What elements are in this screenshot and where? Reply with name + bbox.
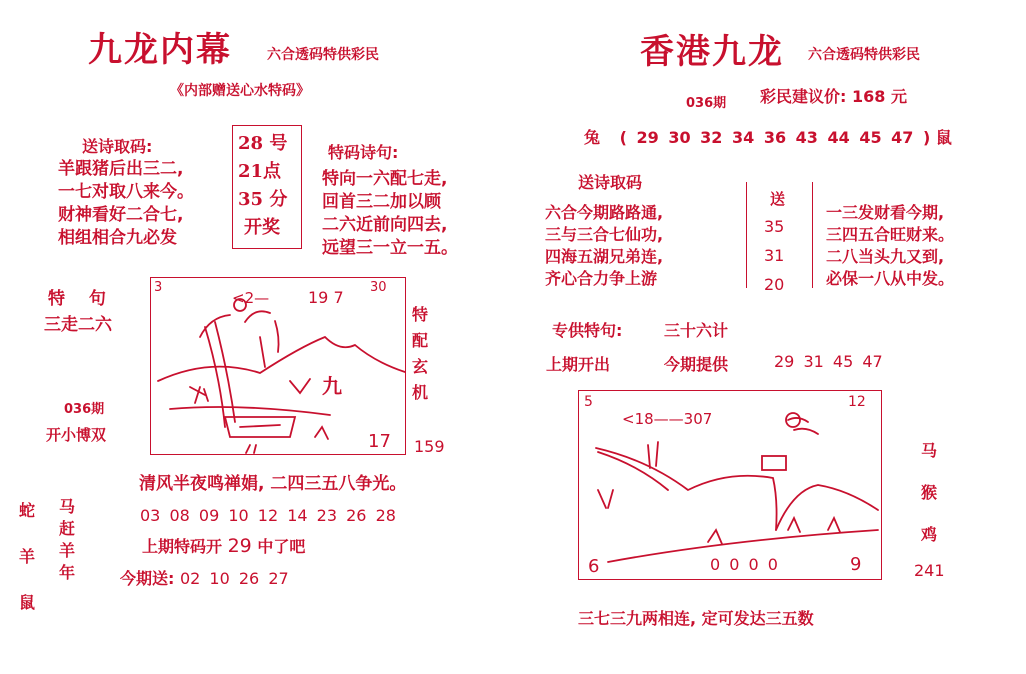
house-sketch (762, 456, 786, 470)
poem-line: 相组相合九必发 (58, 228, 177, 248)
right-poem-header: 送诗取码 (578, 173, 643, 192)
send-number: 31 (764, 246, 785, 265)
zodiac-col-1 (18, 488, 36, 626)
special-phrase-label: 特 句 (48, 289, 106, 309)
right-sketch (578, 390, 882, 580)
mark-char: 九 (322, 374, 342, 398)
special-value: 三十六计 (664, 321, 729, 340)
zodiac-char: 年 (58, 563, 75, 582)
special-label: 专供特句: (552, 321, 623, 340)
divider (746, 182, 747, 288)
left-issue: 036期 (64, 402, 105, 417)
side-vertical: 特配玄机 (411, 305, 428, 402)
ground-line (170, 407, 330, 415)
grass (290, 379, 310, 393)
poem-line: 必保一八从中发。 (826, 269, 955, 288)
today-send (120, 566, 289, 589)
poem-line: 三与三合七仙功, (545, 225, 664, 244)
poem-line: 一三发财看今期, (826, 203, 945, 222)
poem-line: 回首三二加以顾 (322, 192, 441, 212)
last-special-prefix: 上期特码开 (142, 537, 223, 556)
left-side-number: 159 (414, 437, 445, 456)
price: 彩民建议价: 168 元 (760, 87, 907, 106)
mark-bl: 6 (588, 556, 600, 577)
draw-time-line: 35 分 (238, 189, 288, 210)
draw-time-line: 开奖 (244, 217, 280, 238)
poem-line: 特向一六配七走, (322, 169, 448, 189)
draw-time-text (238, 130, 287, 242)
right-issue: 036期 (686, 96, 727, 111)
mark-br: 9 (850, 554, 862, 575)
mark-tl: 3 (154, 280, 163, 295)
right-tagline: 六合透码特供彩民 (808, 47, 920, 63)
send-numbers (764, 212, 784, 299)
poem-line: 羊跟猪后出三二, (58, 159, 184, 179)
zodiac-sign: 羊 (18, 547, 35, 566)
left-poem-header: 送诗取码: (82, 137, 153, 156)
poem-line: 齐心合力争上游 (545, 269, 658, 288)
poem-line: 四海五湖兄弟连, (545, 247, 664, 266)
right-side-number: 241 (914, 561, 945, 580)
poem-line: 财神看好二合七, (58, 205, 184, 225)
stone-table (240, 425, 280, 427)
zodiac-line (584, 125, 952, 148)
draw-time-line: 21点 (238, 161, 282, 182)
today-offer-label: 今期提供 (664, 355, 729, 374)
plant-stem (260, 337, 265, 367)
left-verse: 清风半夜鸣禅娟, 二四三五八争光。 (139, 474, 407, 494)
plant-stem (648, 442, 658, 468)
poem-line: 远望三一立一五。 (322, 238, 458, 258)
send-number: 35 (764, 217, 785, 236)
poem-line: 二六近前向四去, (322, 215, 448, 235)
grass (246, 445, 256, 453)
grass (708, 530, 722, 544)
poem-line: 六合今期路路通, (545, 203, 664, 222)
left-sketch (150, 277, 406, 455)
last-special-suffix: 中了吧 (257, 537, 306, 556)
mountain-line (596, 448, 777, 530)
zodiac-sign: 猴 (920, 483, 937, 502)
mark-tr: 30 (370, 280, 387, 295)
grass (190, 387, 208, 403)
cloud-sketch (788, 418, 818, 434)
poem-line: 三四五合旺财来。 (826, 225, 955, 244)
zodiac-char: 羊 (58, 541, 75, 560)
mark-tl: 5 (584, 394, 593, 410)
mark-tr: 12 (848, 394, 866, 410)
zodiac-numbers: ( 29 30 32 34 36 43 44 45 47 ) (619, 128, 931, 147)
zodiac-sign: 鸡 (920, 525, 937, 544)
grass (315, 427, 328, 439)
send-header: 送 (770, 190, 786, 208)
mark-range: <18——307 (622, 410, 713, 428)
tree-branch (200, 315, 230, 337)
open-info: 开小博双 (46, 426, 107, 444)
last-special (142, 534, 305, 557)
zodiac-char: 赶 (58, 519, 75, 538)
today-numbers: 29 31 45 47 (774, 352, 883, 371)
zodiac-char: 马 (58, 497, 75, 516)
today-send-label: 今期送: (120, 569, 175, 588)
tree-trunk (205, 327, 225, 427)
right-poem (545, 202, 663, 290)
right-side-zodiac (920, 430, 938, 556)
divider (812, 182, 813, 288)
left-title: 九龙内幕 (88, 30, 232, 70)
zodiac-sign: 鼠 (18, 593, 35, 612)
today-send-numbers: 02 10 26 27 (179, 569, 289, 588)
tree-trunk (598, 490, 613, 508)
mark-ovals: 0 0 0 0 (710, 555, 780, 574)
mark-range: <2— (232, 289, 270, 307)
right-title: 香港九龙 (640, 32, 784, 72)
right-poem-2 (826, 202, 954, 290)
zodiac-sign: 马 (920, 441, 937, 460)
special-phrase: 三走二六 (44, 315, 112, 335)
zodiac-start: 兔 (584, 128, 601, 147)
poem-line: 二八当头九又到, (826, 247, 945, 266)
draw-time-line: 28 号 (238, 133, 288, 154)
left-numbers: 03 08 09 10 12 14 23 26 28 (140, 506, 396, 525)
tree-branch (245, 311, 270, 322)
send-number: 20 (764, 275, 785, 294)
special-poem (322, 168, 458, 260)
last-open-label: 上期开出 (546, 355, 611, 374)
zodiac-sign: 蛇 (18, 501, 35, 520)
left-subtitle: 《内部赠送心水特码》 (170, 83, 310, 99)
mountain-line (158, 337, 405, 381)
poem-line: 一七对取八来今。 (58, 182, 194, 202)
right-footer: 三七三九两相连, 定可发达三五数 (578, 609, 814, 628)
last-special-number: 29 (227, 535, 252, 557)
special-poem-header: 特码诗句: (328, 143, 399, 162)
plant-stem (275, 321, 279, 352)
zodiac-end: 鼠 (935, 128, 952, 147)
mark-br: 17 (368, 431, 391, 452)
mark-mid: 19 7 (308, 288, 344, 307)
grass (828, 518, 840, 532)
left-tagline: 六合透码特供彩民 (267, 47, 379, 63)
left-poem (58, 158, 194, 250)
zodiac-col-2 (58, 496, 76, 584)
grass (788, 518, 800, 532)
